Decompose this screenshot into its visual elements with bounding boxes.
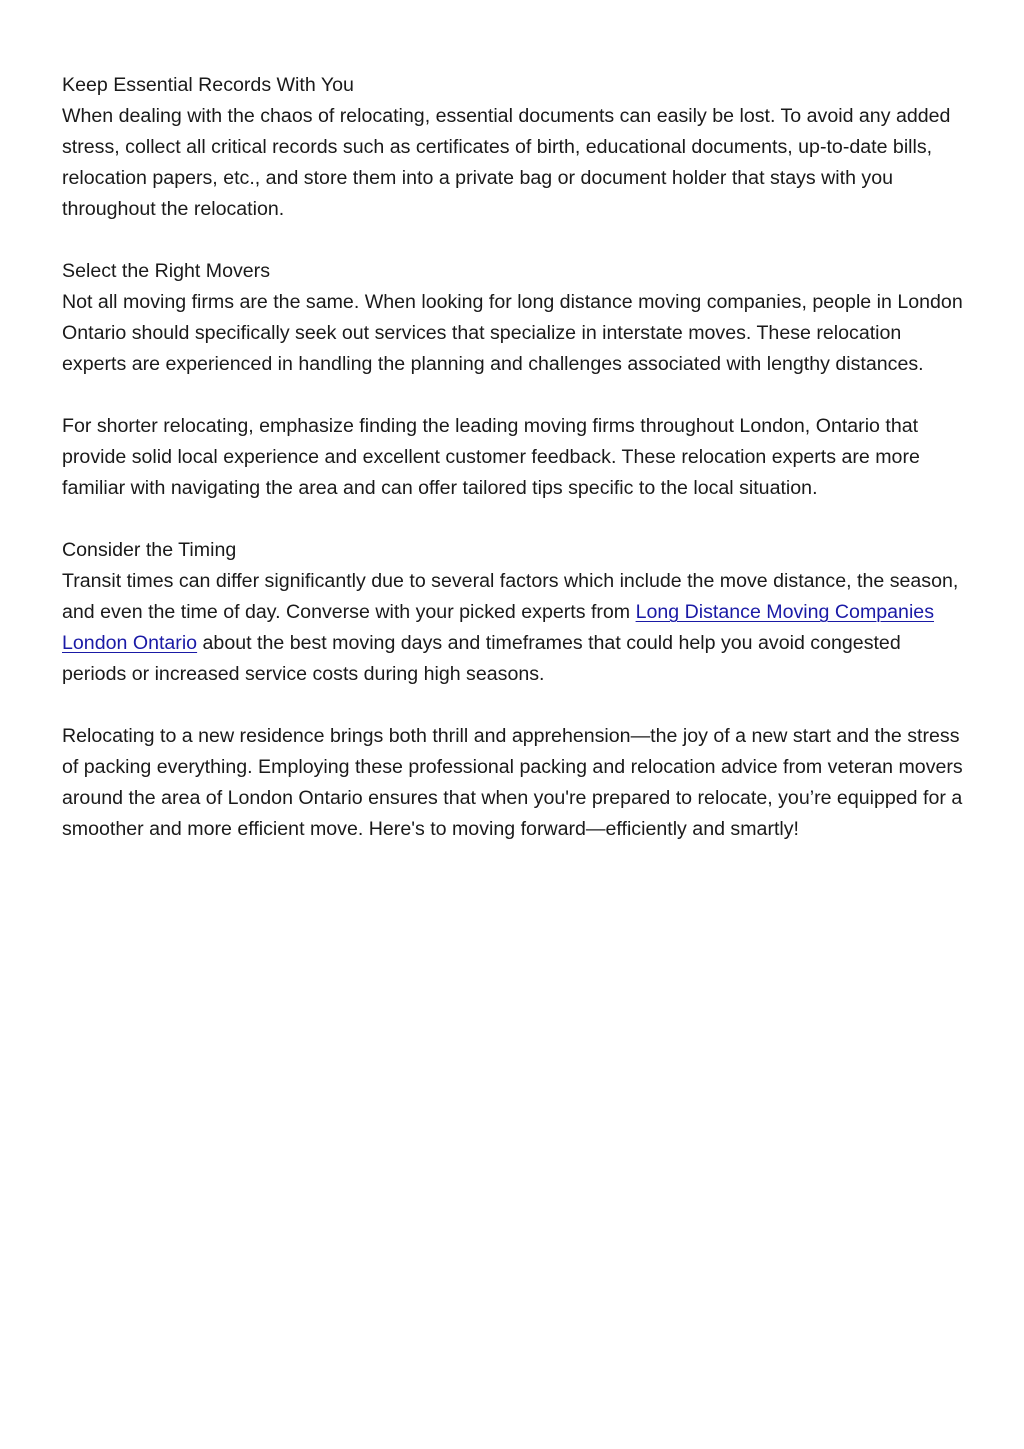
section-conclusion	[62, 721, 967, 845]
section-shorter-relocating	[62, 411, 967, 504]
paragraph-text-before-link: Transit times can differ significantly due to several factors which include the move distance, the season, and even the time of day. Converse with your picked experts from	[62, 570, 959, 623]
section-keep-records	[62, 70, 967, 225]
long-distance-movers-link[interactable]: Long Distance Moving Companies London Ontario	[62, 601, 935, 654]
document-page	[62, 70, 967, 876]
section-paragraph: Not all moving firms are the same. When looking for long distance moving companies, people in London Ontario should specifically seek out services that specialize in interstate moves. These relocation experts are experienced in handling the planning and challenges associated with lengthy distances.	[62, 291, 963, 375]
section-consider-timing	[62, 535, 967, 690]
section-select-movers	[62, 256, 967, 380]
paragraph-text-after-link: about the best moving days and timeframes that could help you avoid congested periods or increased service costs during high seasons.	[62, 632, 901, 685]
section-heading: Consider the Timing	[62, 539, 237, 561]
section-heading: Keep Essential Records With You	[62, 74, 354, 96]
section-paragraph	[62, 566, 967, 690]
section-paragraph: Relocating to a new residence brings both thrill and apprehension—the joy of a new start and the stress of packing everything. Employing these professional packing and relocation advice from veteran movers around the area of London Ontario ensures that when you're prepared to relocate, you’re equipped for a smoother and more efficient move. Here's to moving forward—efficiently and smartly!	[62, 725, 963, 840]
section-paragraph: For shorter relocating, emphasize finding the leading moving firms throughout London, Ontario that provide solid local experience and excellent customer feedback. These relocation experts are more familiar with navigating the area and can offer tailored tips specific to the local situation.	[62, 415, 920, 499]
section-heading: Select the Right Movers	[62, 260, 271, 282]
section-paragraph: When dealing with the chaos of relocating, essential documents can easily be lost. To avoid any added stress, collect all critical records such as certificates of birth, educational documents, up-to-date bills, relocation papers, etc., and store them into a private bag or document holder that stays with you throughout the relocation.	[62, 105, 951, 220]
